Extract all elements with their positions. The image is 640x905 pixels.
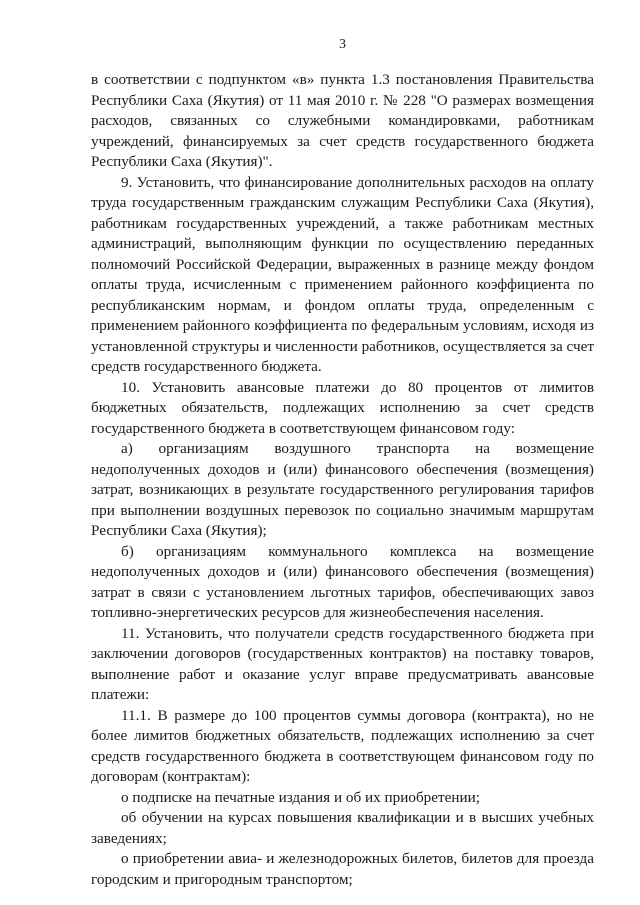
paragraph-10: 10. Установить авансовые платежи до 80 процентов от лимитов бюджетных обязательств, подлежащих исполнению за счет средств государственного бюджета в соответствующем финансовом году:: [91, 378, 594, 437]
paragraph-9: 9. Установить, что финансирование дополнительных расходов на оплату труда государственным гражданским служащим Республики Саха (Якутия), работникам государственных учреждений, а также работникам местных администраций, выполняющим функции по осуществлению переданных полномочий Российской Федерации, выраженных в разнице между фондом оплаты труда, исчисленным с применением районного коэффициента по республиканским нормам, и фондом оплаты труда, определенным с применением районного коэффициента по федеральным условиям, исходя из установленной структуры и численности работников, осуществляется за счет средств государственного бюджета.: [91, 173, 594, 375]
paragraph-subscriptions: о подписке на печатные издания и об их приобретении;: [121, 788, 480, 806]
page-number: 3: [339, 37, 346, 52]
paragraph-tickets: о приобретении авиа- и железнодорожных билетов, билетов для проезда городским и пригородным транспортом;: [91, 850, 594, 888]
paragraph-11: 11. Установить, что получатели средств государственного бюджета при заключении договоров (государственных контрактов) на поставку товаров, выполнение работ и оказание услуг вправе предусматривать авансовые платежи:: [91, 624, 594, 703]
paragraph-10a: а) организациям воздушного транспорта на возмещение недополученных доходов и (или) финансового обеспечения (возмещения) затрат, возникающих в результате государственного регулирования тарифов при выполнении воздушных перевозок по социально значимым маршрутам Республики Саха (Якутия);: [91, 440, 594, 539]
paragraph-10b: б) организациям коммунального комплекса на возмещение недополученных доходов и (или) финансового обеспечения (возмещения) затрат в связи с установлением льготных тарифов, обеспечивающих завоз топливно-энергетических ресурсов для жизнеобеспечения населения.: [91, 542, 594, 621]
paragraph-training: об обучении на курсах повышения квалификации и в высших учебных заведениях;: [91, 809, 594, 847]
document-body: [91, 70, 594, 890]
paragraph-intro: в соответствии с подпунктом «в» пункта 1.3 постановления Правительства Республики Саха (Якутия) от 11 мая 2010 г. № 228 "О размерах возмещения расходов, связанных со служебными командировками, работникам учреждений, финансируемых за счет средств государственного бюджета Республики Саха (Якутия)".: [91, 71, 594, 170]
paragraph-11-1: 11.1. В размере до 100 процентов суммы договора (контракта), но не более лимитов бюджетных обязательств, подлежащих исполнению за счет средств государственного бюджета в соответствующем финансовом году по договорам (контрактам):: [91, 706, 594, 785]
